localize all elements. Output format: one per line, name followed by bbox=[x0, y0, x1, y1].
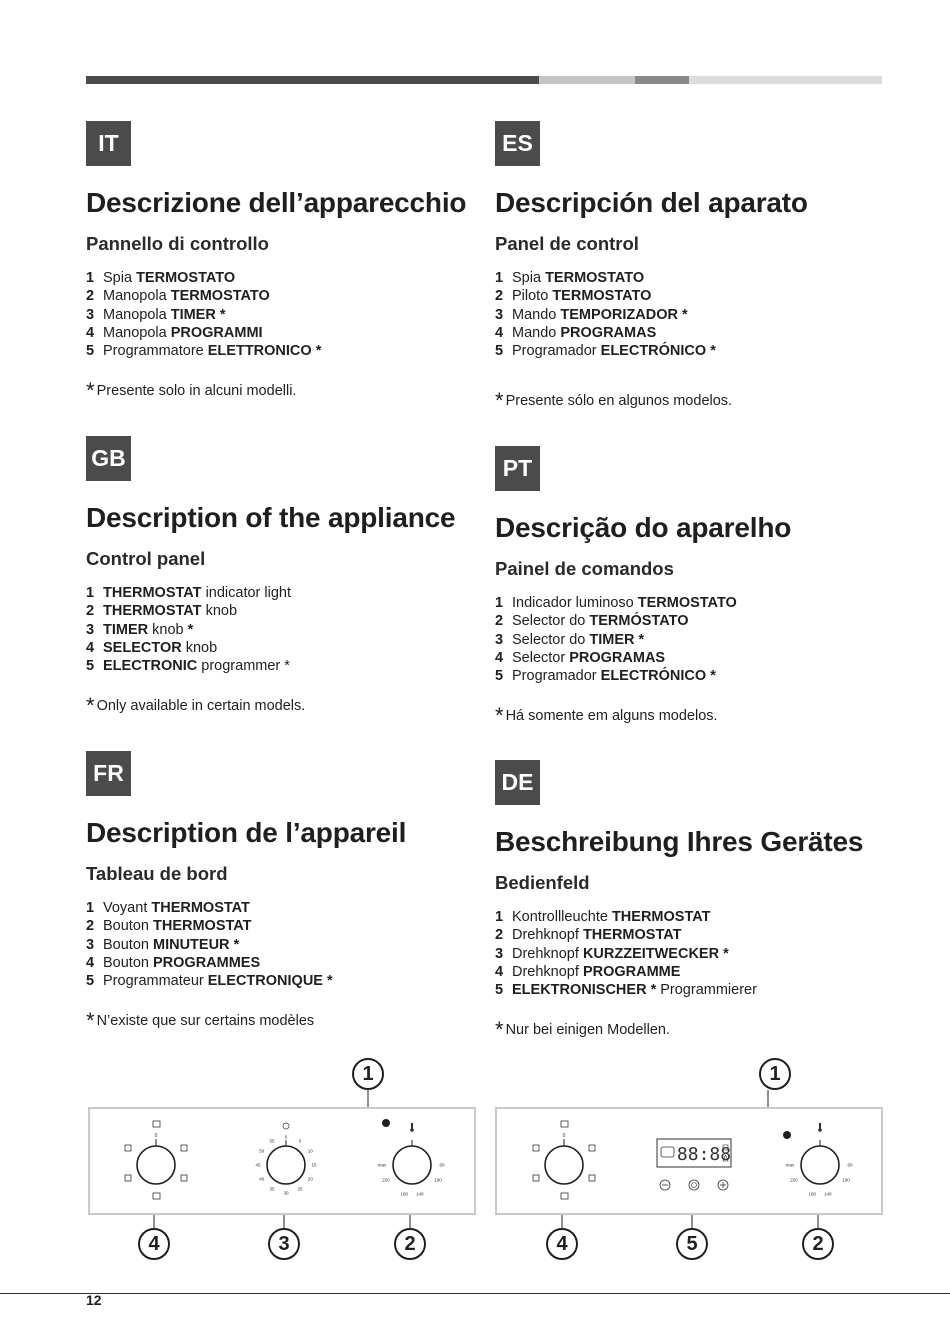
scale-label: 5 bbox=[298, 1138, 302, 1144]
item-number: 4 bbox=[86, 954, 95, 971]
item-number: 5 bbox=[495, 668, 504, 685]
section-subtitle: Panel de control bbox=[495, 233, 639, 254]
item-text: Programmateur bbox=[103, 973, 208, 990]
item-text: THERMOSTAT bbox=[103, 585, 202, 601]
list-item bbox=[86, 917, 333, 935]
item-text: Drehknopf bbox=[512, 927, 583, 944]
list-item bbox=[86, 269, 321, 287]
section-subtitle: Control panel bbox=[86, 548, 206, 569]
footer-rule bbox=[0, 1293, 950, 1294]
scale-label: 180 bbox=[400, 1191, 408, 1197]
item-number: 4 bbox=[86, 324, 95, 341]
availability-note: * Há somente em alguns modelos. bbox=[495, 703, 718, 728]
item-number: 2 bbox=[86, 918, 95, 935]
electronic-programmer bbox=[657, 1139, 731, 1190]
section-es bbox=[495, 121, 895, 421]
item-text: Selector do bbox=[512, 613, 590, 630]
section-title: Description de l’appareil bbox=[86, 817, 407, 848]
scale-label: 220 bbox=[382, 1177, 390, 1183]
item-text: Mando bbox=[512, 306, 561, 323]
item-text: TERMOSTATO bbox=[637, 595, 737, 611]
list-item bbox=[495, 963, 757, 981]
item-text: ELECTRONIQUE * bbox=[207, 973, 333, 990]
parts-list bbox=[86, 899, 333, 990]
list-item bbox=[86, 899, 333, 917]
item-text: TEMPORIZADOR * bbox=[560, 306, 688, 323]
thermostat-knob bbox=[378, 1123, 445, 1197]
callout-2-thermostat: 2 bbox=[802, 1228, 834, 1260]
item-text: Drehknopf bbox=[512, 945, 583, 962]
callout-2-thermostat: 2 bbox=[394, 1228, 426, 1260]
scale-label: max bbox=[377, 1162, 387, 1168]
selector-knob bbox=[125, 1121, 187, 1199]
list-item bbox=[495, 667, 737, 685]
item-number: 4 bbox=[495, 649, 504, 666]
callout-4-selector: 4 bbox=[138, 1228, 170, 1260]
thermostat-knob bbox=[786, 1123, 853, 1197]
item-text: Spia bbox=[103, 270, 137, 286]
item-text: knob bbox=[181, 639, 218, 656]
item-text: * bbox=[187, 621, 194, 638]
availability-note: * Only available in certain models. bbox=[86, 693, 306, 718]
language-badge-fr: FR bbox=[86, 751, 131, 796]
item-number: 1 bbox=[495, 270, 504, 286]
item-text: Manopola bbox=[103, 306, 171, 323]
item-number: 4 bbox=[86, 639, 95, 656]
item-text: PROGRAMMI bbox=[170, 324, 263, 341]
list-item bbox=[86, 657, 291, 675]
parts-list bbox=[86, 269, 321, 360]
item-text: THERMOSTAT bbox=[582, 927, 682, 944]
svg-text:0: 0 bbox=[562, 1133, 566, 1139]
language-badge-gb: GB bbox=[86, 436, 131, 481]
language-badge-it: IT bbox=[86, 121, 131, 166]
item-number: 5 bbox=[86, 973, 95, 990]
item-text: Programador bbox=[512, 668, 601, 685]
thermostat-indicator-light bbox=[382, 1119, 390, 1127]
section-title: Descrição do aparelho bbox=[495, 512, 792, 543]
item-number: 3 bbox=[86, 306, 95, 323]
item-text: KURZZEITWECKER * bbox=[582, 945, 729, 962]
item-number: 1 bbox=[86, 270, 95, 286]
programmer-display: 88:88 bbox=[676, 1144, 732, 1165]
list-item bbox=[86, 936, 333, 954]
scale-label: 20 bbox=[307, 1176, 313, 1182]
item-text: Selector do bbox=[512, 631, 590, 648]
item-text: ELETTRONICO * bbox=[207, 343, 322, 360]
item-text: TIMER bbox=[103, 621, 149, 638]
item-text: Bouton bbox=[103, 954, 153, 971]
item-text: Drehknopf bbox=[512, 963, 583, 980]
item-text: THERMOSTAT bbox=[151, 900, 250, 916]
item-text: TERMOSTATO bbox=[170, 288, 270, 305]
list-item bbox=[86, 972, 333, 990]
language-badge-pt: PT bbox=[495, 446, 540, 491]
list-item bbox=[86, 324, 321, 342]
section-fr bbox=[86, 751, 486, 1041]
item-text: programmer * bbox=[197, 658, 290, 675]
scale-label: 140 bbox=[824, 1191, 832, 1197]
callout-3-timer: 3 bbox=[268, 1228, 300, 1260]
callout-1-indicator: 1 bbox=[759, 1058, 791, 1090]
item-number: 4 bbox=[495, 324, 504, 341]
section-gb bbox=[86, 436, 486, 726]
item-text: Bouton bbox=[103, 918, 153, 935]
availability-note: * Presente sólo en algunos modelos. bbox=[495, 388, 733, 413]
list-item bbox=[495, 612, 737, 630]
scale-label: 100 bbox=[434, 1177, 442, 1183]
item-text: Piloto bbox=[512, 288, 553, 305]
item-text: knob bbox=[148, 621, 188, 638]
section-de bbox=[495, 760, 895, 1050]
scale-label: 0 bbox=[284, 1134, 288, 1140]
list-item bbox=[495, 306, 716, 324]
item-text: Spia bbox=[512, 270, 546, 286]
control-panel-left bbox=[88, 1107, 476, 1215]
availability-note: * Presente solo in alcuni modelli. bbox=[86, 378, 297, 403]
availability-note: * N’existe que sur certains modèles bbox=[86, 1008, 315, 1033]
item-text: THERMOSTAT bbox=[103, 603, 202, 620]
item-number: 3 bbox=[86, 936, 95, 953]
list-item bbox=[86, 602, 291, 620]
list-item bbox=[86, 287, 321, 305]
list-item bbox=[86, 639, 291, 657]
list-item bbox=[495, 342, 716, 360]
parts-list bbox=[86, 584, 291, 675]
item-text: PROGRAMME bbox=[582, 963, 681, 980]
item-text: SELECTOR bbox=[103, 639, 182, 656]
parts-list bbox=[495, 908, 757, 999]
list-item bbox=[86, 306, 321, 324]
item-text: ELECTRÓNICO * bbox=[600, 668, 716, 685]
item-text: TERMOSTATO bbox=[552, 288, 652, 305]
list-item bbox=[86, 584, 291, 602]
scale-label: 40 bbox=[259, 1176, 265, 1182]
svg-text:0: 0 bbox=[154, 1133, 158, 1139]
item-text: Programmatore bbox=[103, 343, 208, 360]
item-text: Kontrollleuchte bbox=[512, 909, 612, 925]
section-title: Descripción del aparato bbox=[495, 187, 808, 218]
item-number: 1 bbox=[495, 909, 504, 925]
control-panel-left-drawing bbox=[90, 1109, 474, 1213]
section-subtitle: Painel de comandos bbox=[495, 558, 674, 579]
scale-label: 60 bbox=[847, 1162, 853, 1168]
item-number: 5 bbox=[86, 343, 95, 360]
item-number: 2 bbox=[495, 288, 504, 305]
item-number: 2 bbox=[495, 927, 504, 944]
item-number: 1 bbox=[86, 900, 95, 916]
scale-label: 140 bbox=[416, 1191, 424, 1197]
language-badge-es: ES bbox=[495, 121, 540, 166]
scale-label: 15 bbox=[311, 1162, 317, 1168]
scale-label: 220 bbox=[790, 1177, 798, 1183]
list-item bbox=[495, 269, 716, 287]
scale-label: 100 bbox=[842, 1177, 850, 1183]
item-number: 1 bbox=[495, 595, 504, 611]
list-item bbox=[86, 621, 291, 639]
item-number: 3 bbox=[495, 945, 504, 962]
language-badge-de: DE bbox=[495, 760, 540, 805]
section-subtitle: Pannello di controllo bbox=[86, 233, 269, 254]
item-text: ELECTRONIC bbox=[103, 658, 198, 675]
item-text: ELECTRÓNICO * bbox=[600, 343, 716, 360]
clock-button bbox=[689, 1180, 699, 1190]
callout-4-selector: 4 bbox=[546, 1228, 578, 1260]
item-text: Manopola bbox=[103, 288, 171, 305]
list-item bbox=[86, 342, 321, 360]
scale-label: 50 bbox=[259, 1148, 265, 1154]
section-title: Descrizione dell’apparecchio bbox=[86, 187, 467, 218]
item-number: 3 bbox=[495, 306, 504, 323]
parts-list bbox=[495, 269, 716, 360]
timer-knob bbox=[255, 1123, 317, 1196]
top-color-bar bbox=[86, 76, 882, 84]
callout-1-indicator: 1 bbox=[352, 1058, 384, 1090]
scale-label: 10 bbox=[307, 1148, 313, 1154]
scale-label: max bbox=[785, 1162, 795, 1168]
item-number: 2 bbox=[86, 603, 95, 620]
list-item bbox=[495, 926, 757, 944]
item-number: 2 bbox=[495, 613, 504, 630]
scale-label: 25 bbox=[297, 1186, 303, 1192]
selector-knob bbox=[533, 1121, 595, 1199]
list-item bbox=[495, 631, 737, 649]
section-subtitle: Bedienfeld bbox=[495, 872, 590, 893]
scale-label: 60 bbox=[439, 1162, 445, 1168]
list-item bbox=[495, 649, 737, 667]
item-text: Mando bbox=[512, 324, 561, 341]
section-subtitle: Tableau de bord bbox=[86, 863, 228, 884]
parts-list bbox=[495, 594, 737, 685]
item-number: 4 bbox=[495, 963, 504, 980]
callout-5-programmer: 5 bbox=[676, 1228, 708, 1260]
item-text: MINUTEUR * bbox=[153, 936, 240, 953]
item-text: TERMÓSTATO bbox=[589, 613, 689, 630]
list-item bbox=[495, 287, 716, 305]
item-number: 5 bbox=[495, 982, 504, 999]
list-item bbox=[495, 945, 757, 963]
item-number: 5 bbox=[86, 658, 95, 675]
section-pt bbox=[495, 446, 895, 736]
item-number: 3 bbox=[86, 621, 95, 638]
item-text: PROGRAMMES bbox=[153, 954, 261, 971]
item-number: 3 bbox=[495, 631, 504, 648]
scale-label: 45 bbox=[255, 1162, 261, 1168]
control-panel-right-drawing bbox=[497, 1109, 881, 1213]
item-text: PROGRAMAS bbox=[560, 324, 657, 341]
item-text: Bouton bbox=[103, 936, 153, 953]
item-text: TERMOSTATO bbox=[545, 270, 645, 286]
list-item bbox=[86, 954, 333, 972]
item-text: PROGRAMAS bbox=[569, 649, 666, 666]
item-text: TIMER * bbox=[589, 631, 645, 648]
item-text: Manopola bbox=[103, 324, 171, 341]
control-panel-right bbox=[495, 1107, 883, 1215]
item-number: 1 bbox=[86, 585, 95, 601]
thermostat-indicator-light bbox=[783, 1131, 791, 1139]
scale-label: 35 bbox=[269, 1186, 275, 1192]
item-text: Programador bbox=[512, 343, 601, 360]
item-text: indicator light bbox=[201, 585, 292, 601]
item-text: TIMER * bbox=[170, 306, 226, 323]
item-text: ELEKTRONISCHER * bbox=[512, 982, 657, 999]
section-it bbox=[86, 121, 486, 411]
item-text: THERMOSTAT bbox=[611, 909, 711, 925]
section-title: Description of the appliance bbox=[86, 502, 456, 533]
list-item bbox=[495, 594, 737, 612]
scale-label: 55 bbox=[269, 1138, 275, 1144]
item-text: knob bbox=[201, 603, 238, 620]
section-title: Beschreibung Ihres Gerätes bbox=[495, 826, 864, 857]
item-text: Voyant bbox=[103, 900, 152, 916]
item-text: TERMOSTATO bbox=[136, 270, 236, 286]
item-text: Programmierer bbox=[656, 982, 757, 999]
item-number: 2 bbox=[86, 288, 95, 305]
list-item bbox=[495, 324, 716, 342]
list-item bbox=[495, 981, 757, 999]
item-number: 5 bbox=[495, 343, 504, 360]
item-text: Indicador luminoso bbox=[512, 595, 638, 611]
page-number: 12 bbox=[86, 1292, 102, 1308]
list-item bbox=[495, 908, 757, 926]
availability-note: * Nur bei einigen Modellen. bbox=[495, 1017, 670, 1042]
scale-label: 180 bbox=[808, 1191, 816, 1197]
scale-label: 30 bbox=[283, 1190, 289, 1196]
item-text: THERMOSTAT bbox=[153, 918, 252, 935]
item-text: Selector bbox=[512, 649, 570, 666]
